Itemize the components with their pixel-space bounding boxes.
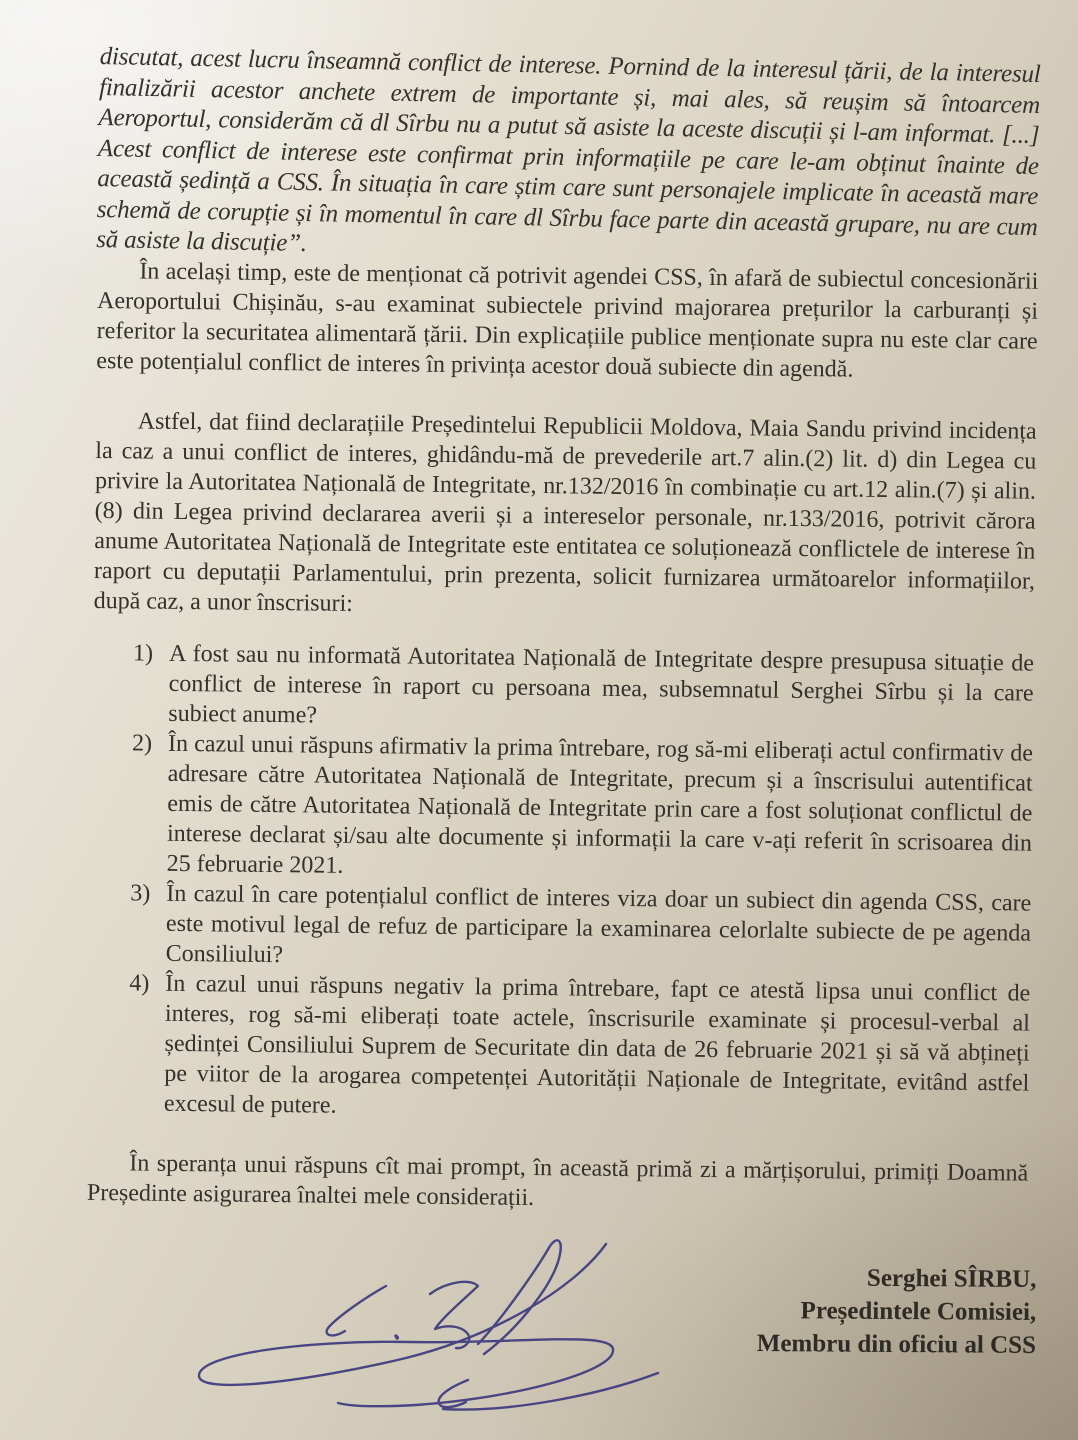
list-item-text: A fost sau nu informată Autoritatea Națională de Integritate despre presupusa situație de conflict de interese în raport cu persoana mea, subsemnatul Serghei Sîrbu și la care subiect anume?: [168, 640, 1035, 729]
list-item-number: 2): [131, 729, 153, 757]
handwritten-signature-icon: [148, 1232, 680, 1414]
list-item-text: În cazul în care potențialul conflict de interes viza doar un subiect din agenda CSS, care este motivul legal de refuz de participare la examinarea celorlalte subiecte de pe agenda Consiliului?: [165, 880, 1032, 968]
list-item-number: 3): [130, 879, 151, 907]
signatory-role-line1: Președintele Comisiei,: [800, 1297, 1037, 1326]
list-item: [88, 967, 1031, 1128]
closing-paragraph: În speranța unui răspuns cît mai prompt, în această primă zi a mărțișorului, primiți Doamnă Președinte asigurarea înaltei mele considerații.: [86, 1149, 1029, 1211]
list-item-number: 1): [132, 639, 154, 667]
list-item-text: În cazul unui răspuns afirmativ la prima întrebare, rog să-mi eliberați actul confirmativ de adresare către Autoritatea Națională de Integritate, precum și a înscrisului autentificat emis de către Autoritatea Națională de Integritate prin care a fost soluționat conflictul de interese declarat și/sau alte documente și informații la care v-ați referit în scrisoarea din 25 februarie 2021.: [166, 730, 1034, 879]
list-item: [90, 877, 1032, 978]
list-item-text: În cazul unui răspuns negativ la prima întrebare, fapt ce atestă lipsa unui conflict de interes, rog să-mi eliberați toate actele, înscrisurile examinate și procesul-verbal al ședinței Consiliului Suprem de Securitate din data de 26 februarie 2021 și să vă abțineți pe viitor de la arogarea competenței Autorității Naționale de Integritate, evitând astfel excesul de putere.: [163, 970, 1031, 1119]
request-list: [88, 637, 1034, 1128]
list-item-number: 4): [129, 969, 150, 997]
letter-body: [87, 42, 1041, 1218]
signatory-name: Serghei SÎRBU,: [866, 1264, 1037, 1293]
paragraph-css-agenda: În același timp, este de menționat că potrivit agendei CSS, în afară de subiectul concesionării Aeroportului Chișinău, s-au examinat subiectele privind majorarea prețurilor la carburanți și referitor la securitatea alimentară țării. Din explicațiile publice menționate supra nu este clar care este potențialul conflict de interes în privința acestor două subiecte din agendă.: [96, 257, 1039, 383]
list-item: [91, 727, 1034, 888]
quoted-statement-paragraph: discutat, acest lucru înseamnă conflict de interese. Pornind de la interesul țării, de la interesul finalizării acestor anchete extrem de importante și, mai ales, să reușim să întoarcem Aeroportul, considerăm că dl Sîrbu nu a putut să asiste la aceste discuții și l-am informat. [...] Acest conflict de interese este confirmat prin informațiile pe care le-am obținut înainte de această ședință a CSS. În situația în care știm care sunt personajele implicate în această mare schemă de corupție și în momentul în care dl Sîrbu face parte din această grupare, nu are cum să asiste la discuție”.: [95, 42, 1041, 258]
signatory-role-line2: Membru din oficiu al CSS: [756, 1330, 1036, 1359]
paragraph-legal-request: Astfel, dat fiind declarațiile Președintelui Republicii Moldova, Maia Sandu privind incidența la caz a unui conflict de interes, ghidându-mă de prevederile art.7 alin.(2) lit. d) din Legea cu privire la Autoritatea Națională de Integritate, nr.132/2016 în combinație cu art.12 alin.(7) și alin.(8) din Legea privind declararea averii și a intereselor personale, nr.133/2016, potrivit cărora anume Autoritatea Națională de Integritate este entitatea ce soluționează conflictele de interese în raport cu deputații Parlamentului, prin prezenta, solicit furnizarea următoarelor informațiilor, după caz, a unor înscrisuri:: [93, 407, 1037, 617]
list-item: [92, 637, 1034, 738]
signature-block: [756, 1261, 1036, 1362]
